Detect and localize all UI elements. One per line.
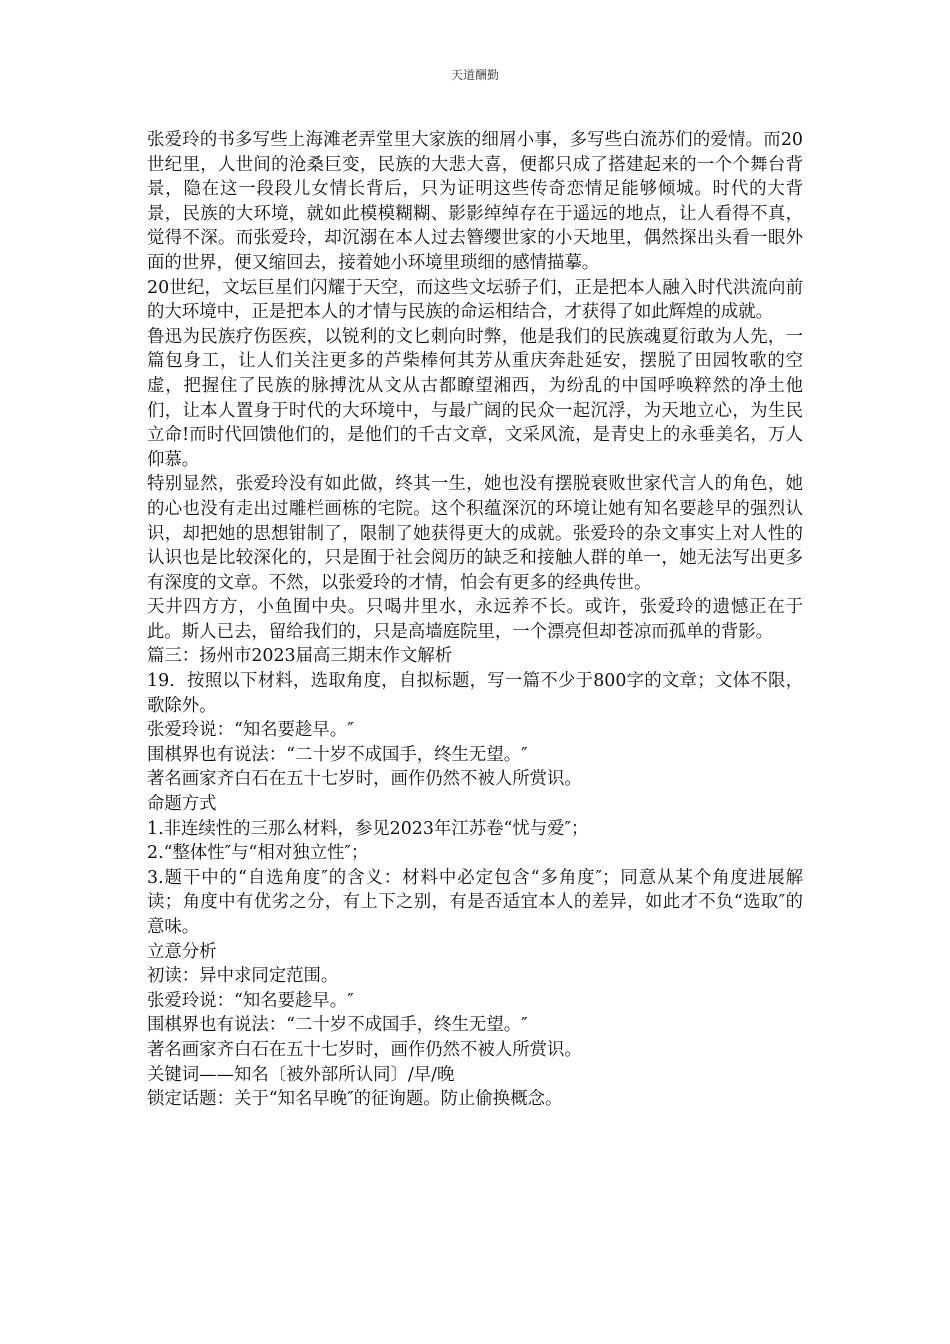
material-line-1: 张爱玲说：“知名要趁早。″: [147, 720, 354, 741]
material-line-3: 著名画家齐白石在五十七岁时，画作仍然不被人所赏识。: [147, 769, 582, 790]
method-item-1: 1.非连续性的三那么材料，参见2023年江苏卷“忧与爱″；: [147, 818, 589, 839]
paragraph-3: 鲁迅为民族疗伤医疾，以锐利的文匕刺向时弊，他是我们的民族魂夏衍敢为人先，一篇包身工，让人们关注更多的芦柴棒何其芳从重庆奔赴延安，摆脱了田园牧歌的空虚，把握住了民族的脉搏沈从文从古都瞭望湘西，为纷乱的中国呼唤粹然的净土他们，让本人置身于时代的大环境中，与最广阔的民众一起沉浮，为天地立心，为生民立命!而时代回馈他们的，是他们的千古文章，文采风流，是青史上的永垂美名，万人仰慕。: [147, 326, 803, 470]
paragraph-1: 张爱玲的书多写些上海滩老弄堂里大家族的细屑小事，多写些白流苏们的爱情。而20世纪里，人世间的沧桑巨变，民族的大悲大喜，便都只成了搭建起来的一个个舞台背景，隐在这一段段儿女情长背后，只为证明这些传奇恋情足能够倾城。时代的大背景，民族的大环境，就如此模模糊糊、影影绰绰存在于遥远的地点，让人看得不真，觉得不深。而张爱玲，却沉溺在本人过去簪缨世家的小天地里，偶然探出头看一眼外面的世界，便又缩回去，接着她小环境里琐细的感情描摹。: [147, 130, 803, 273]
subheading-method: 命题方式: [147, 794, 217, 815]
section-heading: 篇三：扬州市2023届高三期末作文解析: [147, 646, 453, 667]
analysis-topic: 锁定话题：关于“知名早晚″的征询题。防止偷换概念。: [147, 1089, 563, 1110]
material-line-2: 围棋界也有说法：“二十岁不成国手，终生无望。″: [147, 744, 528, 765]
subheading-analysis: 立意分析: [147, 941, 217, 962]
method-item-2: 2.“整体性″与“相对独立性″；: [147, 843, 369, 864]
analysis-keywords: 关键词——知名〔被外部所认同〕/早/晚: [147, 1064, 455, 1085]
method-item-3: 3.题干中的“自选角度″的含义：材料中必定包含“多角度″；同意从某个角度进展解读；角度中有优劣之分，有上下之别，有是否适宜本人的差异，如此才不负“选取″的意味。: [147, 867, 803, 937]
page-header: 天道酬勤: [450, 68, 499, 82]
analysis-quote-2: 围棋界也有说法：“二十岁不成国手，终生无望。″: [147, 1015, 528, 1036]
question-prompt: 19．按照以下材料，选取角度，自拟标题，写一篇不少于800字的文章；文体不限，歌除外。: [147, 671, 803, 716]
paragraph-5: 天井四方方，小鱼囿中央。只喝井里水，永远养不长。或许，张爱玲的遗憾正在于此。斯人已去，留给我们的，只是高墙庭院里，一个漂亮但却苍凉而孤单的背影。: [147, 597, 803, 642]
analysis-quote-1: 张爱玲说：“知名要趁早。″: [147, 990, 354, 1011]
analysis-first-read: 初读：异中求同定范围。: [147, 966, 339, 987]
analysis-quote-3: 著名画家齐白石在五十七岁时，画作仍然不被人所赏识。: [147, 1039, 582, 1060]
document-body: [147, 128, 803, 1112]
paragraph-4: 特别显然，张爱玲没有如此做，终其一生，她也没有摆脱衰败世家代言人的角色，她的心也没有走出过雕栏画栋的宅院。这个积蕴深沉的环境让她有知名要趁早的强烈认识，却把她的思想钳制了，限制了她获得更大的成就。张爱玲的杂文事实上对人性的认识也是比较深化的，只是囿于社会阅历的缺乏和接触人群的单一，她无法写出更多有深度的文章。不然，以张爱玲的才情，怕会有更多的经典传世。: [147, 474, 803, 593]
paragraph-2: 20世纪，文坛巨星们闪耀于天空，而这些文坛骄子们，正是把本人融入时代洪流向前的大环境中，正是把本人的才情与民族的命运相结合，才获得了如此辉煌的成就。: [147, 277, 803, 323]
